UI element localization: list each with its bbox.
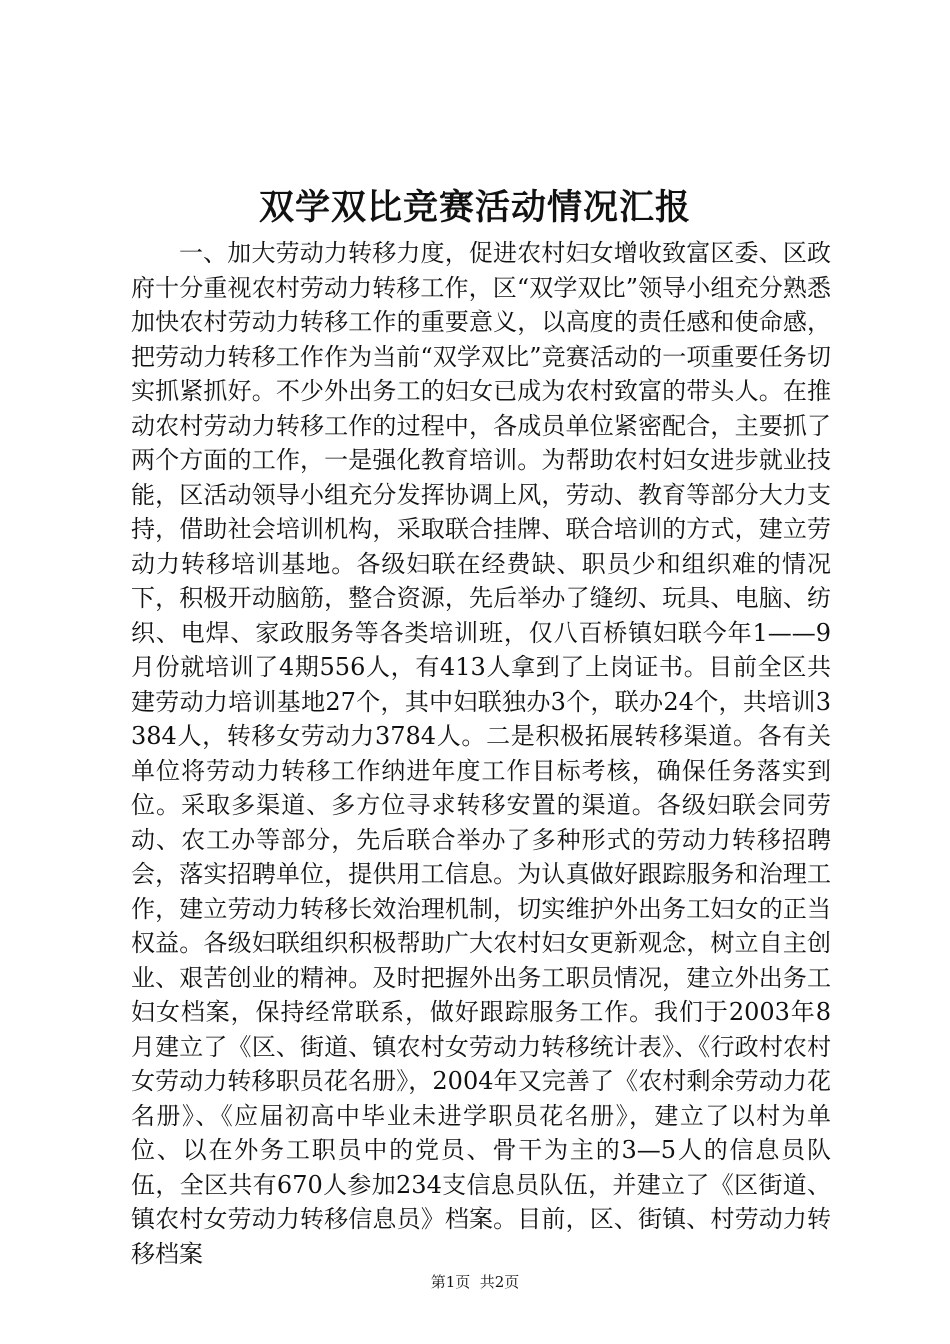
page-number-label: 第1页 共2页: [430, 1273, 520, 1291]
document-body-paragraph: 一、加大劳动力转移力度，促进农村妇女增收致富区委、区政府十分重视农村劳动力转移工作，区“双学双比”领导小组充分熟悉加快农村劳动力转移工作的重要意义，以高度的责任感和使命感，把劳动力转移工作作为当前“双学双比”竞赛活动的一项重要任务切实抓紧抓好。不少外出务工的妇女已成为农村致富的带头人。在推动农村劳动力转移工作的过程中，各成员单位紧密配合，主要抓了两个方面的工作，一是强化教育培训。为帮助农村妇女进步就业技能，区活动领导小组充分发挥协调上风，劳动、教育等部分大力支持，借助社会培训机构，采取联合挂牌、联合培训的方式，建立劳动力转移培训基地。各级妇联在经费缺、职员少和组织难的情况下，积极开动脑筋，整合资源，先后举办了缝纫、玩具、电脑、纺织、电焊、家政服务等各类培训班，仅八百桥镇妇联今年1——9月份就培训了4期556人，有413人拿到了上岗证书。目前全区共建劳动力培训基地27个，其中妇联独办3个，联办24个，共培训3384人，转移女劳动力3784人。二是积极拓展转移渠道。各有关单位将劳动力转移工作纳进年度工作目标考核，确保任务落实到位。采取多渠道、多方位寻求转移安置的渠道。各级妇联会同劳动、农工办等部分，先后联合举办了多种形式的劳动力转移招聘会，落实招聘单位，提供用工信息。为认真做好跟踪服务和治理工作，建立劳动力转移长效治理机制，切实维护外出务工妇女的正当权益。各级妇联组织积极帮助广大农村妇女更新观念，树立自主创业、艰苦创业的精神。及时把握外出务工职员情况，建立外出务工妇女档案，保持经常联系，做好跟踪服务工作。我们于2003年8月建立了《区、街道、镇农村女劳动力转移统计表》、《行政村农村女劳动力转移职员花名册》，2004年又完善了《农村剩余劳动力花名册》、《应届初高中毕业未进学职员花名册》，建立了以村为单位、以在外务工职员中的党员、骨干为主的3—5人的信息员队伍，全区共有670人参加234支信息员队伍，并建立了《区街道、镇农村女劳动力转移信息员》档案。目前，区、街镇、村劳动力转移档案: [131, 239, 831, 1268]
page-footer: [0, 1272, 950, 1292]
document-title: 双学双比竞赛活动情况汇报: [258, 187, 691, 228]
